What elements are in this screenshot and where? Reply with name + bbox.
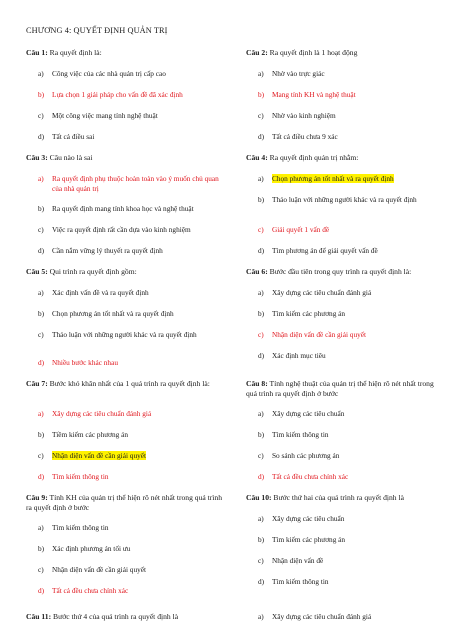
- option-label: a): [258, 69, 264, 78]
- question-text: Bước thứ 4 của quá trình ra quyết định là: [51, 612, 179, 621]
- option-label: b): [38, 204, 45, 213]
- answer-option: [26, 409, 222, 419]
- question-number: Câu 9:: [26, 493, 48, 502]
- option-text: Tất cả đều chưa chính xác: [272, 472, 349, 481]
- option-text: Xây dựng các tiêu chuẩn đánh giá: [272, 288, 372, 297]
- option-text: Chọn phương án tốt nhất và ra quyết định: [272, 174, 394, 183]
- option-label: c): [258, 225, 264, 234]
- answer-option: [246, 577, 442, 587]
- option-text: Tìm kiếm thông tin: [272, 430, 329, 439]
- option-label: a): [38, 288, 44, 297]
- answer-option: [26, 430, 222, 440]
- answer-option: [26, 586, 222, 596]
- option-text: Ra quyết định mang tính khoa học và nghệ thuật: [52, 204, 194, 213]
- option-label: c): [38, 330, 44, 339]
- question: [26, 612, 222, 622]
- option-text: Lựa chọn 1 giải pháp cho vấn đề đã xác định: [52, 90, 183, 99]
- answer-option: [246, 90, 442, 100]
- question-number: Câu 11:: [26, 612, 52, 621]
- option-text: Tất cả điều chưa 9 xác: [272, 132, 338, 141]
- option-text: Mang tính KH và nghệ thuật: [272, 90, 356, 99]
- answer-option: [246, 195, 442, 205]
- option-text: Nhờ vào kinh nghiệm: [272, 111, 336, 120]
- option-label: b): [258, 195, 265, 204]
- option-text: Thảo luận với những người khác và ra quyết định: [52, 330, 197, 339]
- question-text: Câu nào là sai: [47, 153, 93, 162]
- answer-option: [26, 309, 222, 319]
- option-text: Xác định phương án tối ưu: [52, 544, 131, 553]
- option-text: Nhiều bước khác nhau: [52, 358, 118, 367]
- option-label: a): [38, 69, 44, 78]
- option-label: d): [38, 586, 45, 595]
- option-label: c): [38, 111, 44, 120]
- option-text: So sánh các phương án: [272, 451, 340, 460]
- question-text: Tính KH của quản trị thể hiện rõ nét nhất trong quá trình ra quyết định ở bước: [26, 493, 222, 512]
- option-label: c): [38, 225, 44, 234]
- option-label: b): [258, 535, 265, 544]
- question-number: Câu 5:: [26, 267, 48, 276]
- option-text: Nhận diện vấn đề: [272, 556, 324, 565]
- question: [26, 153, 222, 163]
- answer-option: [246, 430, 442, 440]
- answer-option: [26, 132, 222, 142]
- option-text: Xác định vấn đề và ra quyết định: [52, 288, 149, 297]
- answer-option: [246, 288, 442, 298]
- question-number: Câu 2:: [246, 48, 268, 57]
- answer-option: [26, 565, 222, 575]
- option-label: a): [258, 612, 264, 621]
- answer-option: [26, 288, 222, 298]
- question: [26, 48, 222, 58]
- question: [246, 493, 442, 503]
- answer-option: [246, 225, 442, 235]
- option-text: Tìm kiếm thông tin: [52, 472, 109, 481]
- answer-option: [26, 69, 222, 79]
- option-text: Cần nắm vững lý thuyết ra quyết định: [52, 246, 163, 255]
- option-text: Xây dựng các tiêu chuẩn: [272, 514, 345, 523]
- answer-option: [26, 204, 222, 214]
- option-text: Tìm kiếm các phương án: [272, 309, 346, 318]
- option-label: d): [258, 132, 265, 141]
- answer-option: [246, 451, 442, 461]
- answer-option: [26, 225, 222, 235]
- option-label: d): [258, 577, 265, 586]
- option-label: c): [258, 451, 264, 460]
- answer-option: [246, 535, 442, 545]
- option-label: a): [258, 174, 264, 183]
- option-label: c): [258, 556, 264, 565]
- option-label: b): [258, 309, 265, 318]
- option-label: a): [258, 409, 264, 418]
- option-text: Xây dựng các tiêu chuẩn đánh giá: [272, 612, 372, 621]
- option-text: Tìm kiếm thông tin: [272, 577, 329, 586]
- option-label: c): [38, 565, 44, 574]
- option-label: b): [38, 309, 45, 318]
- option-label: d): [258, 472, 265, 481]
- question: [246, 379, 442, 399]
- option-label: d): [38, 132, 45, 141]
- option-text: Ra quyết định phụ thuộc hoàn toàn vào ý muốn chủ quan của nhà quản trị: [52, 174, 219, 193]
- answer-option: [26, 451, 222, 461]
- answer-option: [26, 472, 222, 482]
- option-label: d): [38, 358, 45, 367]
- question-number: Câu 8:: [246, 379, 268, 388]
- option-label: d): [258, 351, 265, 360]
- option-text: Tiềm kiếm các phương án: [52, 430, 129, 439]
- answer-option: [26, 246, 222, 256]
- option-label: b): [38, 544, 45, 553]
- question-number: Câu 10:: [246, 493, 272, 502]
- option-text: Việc ra quyết định rất cần dựa vào kinh nghiệm: [52, 225, 191, 234]
- option-text: Xây dựng các tiêu chuẩn: [272, 409, 345, 418]
- option-label: b): [258, 430, 265, 439]
- answer-option: [246, 69, 442, 79]
- answer-option: [246, 330, 442, 340]
- option-text: Tất cả điều sai: [52, 132, 95, 141]
- question: [26, 379, 222, 389]
- question-number: Câu 4:: [246, 153, 268, 162]
- option-label: b): [258, 90, 265, 99]
- option-label: a): [258, 288, 264, 297]
- answer-option: [246, 246, 442, 256]
- question-text: Ra quyết định quản trị nhằm:: [267, 153, 359, 162]
- question-number: Câu 6:: [246, 267, 268, 276]
- option-label: b): [38, 90, 45, 99]
- option-label: c): [258, 111, 264, 120]
- answer-option: [26, 358, 222, 368]
- question: [246, 48, 442, 58]
- option-text: Nhận diện vấn đề cần giải quyết: [52, 451, 147, 460]
- question-text: Ra quyết định là 1 hoạt động: [267, 48, 358, 57]
- option-label: c): [258, 330, 264, 339]
- question: [26, 267, 222, 277]
- question: [26, 493, 222, 513]
- option-text: Tất cả đều chưa chính xác: [52, 586, 129, 595]
- question-text: Tính nghệ thuật của quản trị thể hiện rõ nét nhất trong quá trình ra quyết định ở bước: [246, 379, 434, 398]
- answer-option: [26, 544, 222, 554]
- answer-option: [246, 351, 442, 361]
- option-label: d): [38, 472, 45, 481]
- option-text: Nhận diện vấn đề cần giải quyết: [52, 565, 147, 574]
- answer-option: [246, 472, 442, 482]
- question-number: Câu 7:: [26, 379, 48, 388]
- answer-option: [246, 132, 442, 142]
- option-label: d): [38, 246, 45, 255]
- option-text: Xác định mục tiêu: [272, 351, 326, 360]
- option-text: Xây dựng các tiêu chuẩn đánh giá: [52, 409, 152, 418]
- answer-option: [246, 174, 442, 184]
- option-label: a): [38, 409, 44, 418]
- answer-option: [246, 409, 442, 419]
- answer-option: [246, 309, 442, 319]
- option-text: Giải quyết 1 vấn đề: [272, 225, 330, 234]
- option-label: c): [38, 451, 44, 460]
- question-text: Bước thứ hai của quá trình ra quyết định là: [271, 493, 404, 502]
- document-title: CHƯƠNG 4: QUYẾT ĐỊNH QUẢN TRỊ: [26, 26, 168, 35]
- question: [246, 267, 442, 277]
- question: [246, 153, 442, 163]
- question-number: Câu 1:: [26, 48, 48, 57]
- answer-option: [26, 523, 222, 533]
- option-label: b): [38, 430, 45, 439]
- option-text: Nhờ vào trực giác: [272, 69, 325, 78]
- question-number: Câu 3:: [26, 153, 48, 162]
- answer-option: [246, 612, 442, 622]
- option-text: Nhận diện vấn đề cần giải quyết: [272, 330, 367, 339]
- option-text: Chọn phương án tốt nhất và ra quyết định: [52, 309, 174, 318]
- question-text: Bước khó khăn nhất của 1 quá trình ra quyết định là:: [47, 379, 210, 388]
- option-text: Tìm kiếm thông tin: [52, 523, 109, 532]
- answer-option: [246, 514, 442, 524]
- option-label: a): [258, 514, 264, 523]
- option-text: Thảo luận với những người khác và ra quyết định: [272, 195, 417, 204]
- option-text: Một công việc mang tính nghệ thuật: [52, 111, 158, 120]
- option-text: Tìm kiếm các phương án: [272, 535, 346, 544]
- option-label: a): [38, 523, 44, 532]
- question-text: Bước đầu tiên trong quy trình ra quyết định là:: [267, 267, 412, 276]
- answer-option: [26, 330, 222, 340]
- option-label: a): [38, 174, 44, 183]
- question-text: Ra quyết định là:: [47, 48, 102, 57]
- answer-option: [26, 90, 222, 100]
- option-text: Tìm phương án để giải quyết vấn đề: [272, 246, 378, 255]
- question-text: Qui trình ra quyết định gồm:: [47, 267, 137, 276]
- answer-option: [246, 111, 442, 121]
- answer-option: [26, 111, 222, 121]
- answer-option: [26, 174, 222, 193]
- option-label: d): [258, 246, 265, 255]
- option-text: Công việc của các nhà quản trị cấp cao: [52, 69, 166, 78]
- answer-option: [246, 556, 442, 566]
